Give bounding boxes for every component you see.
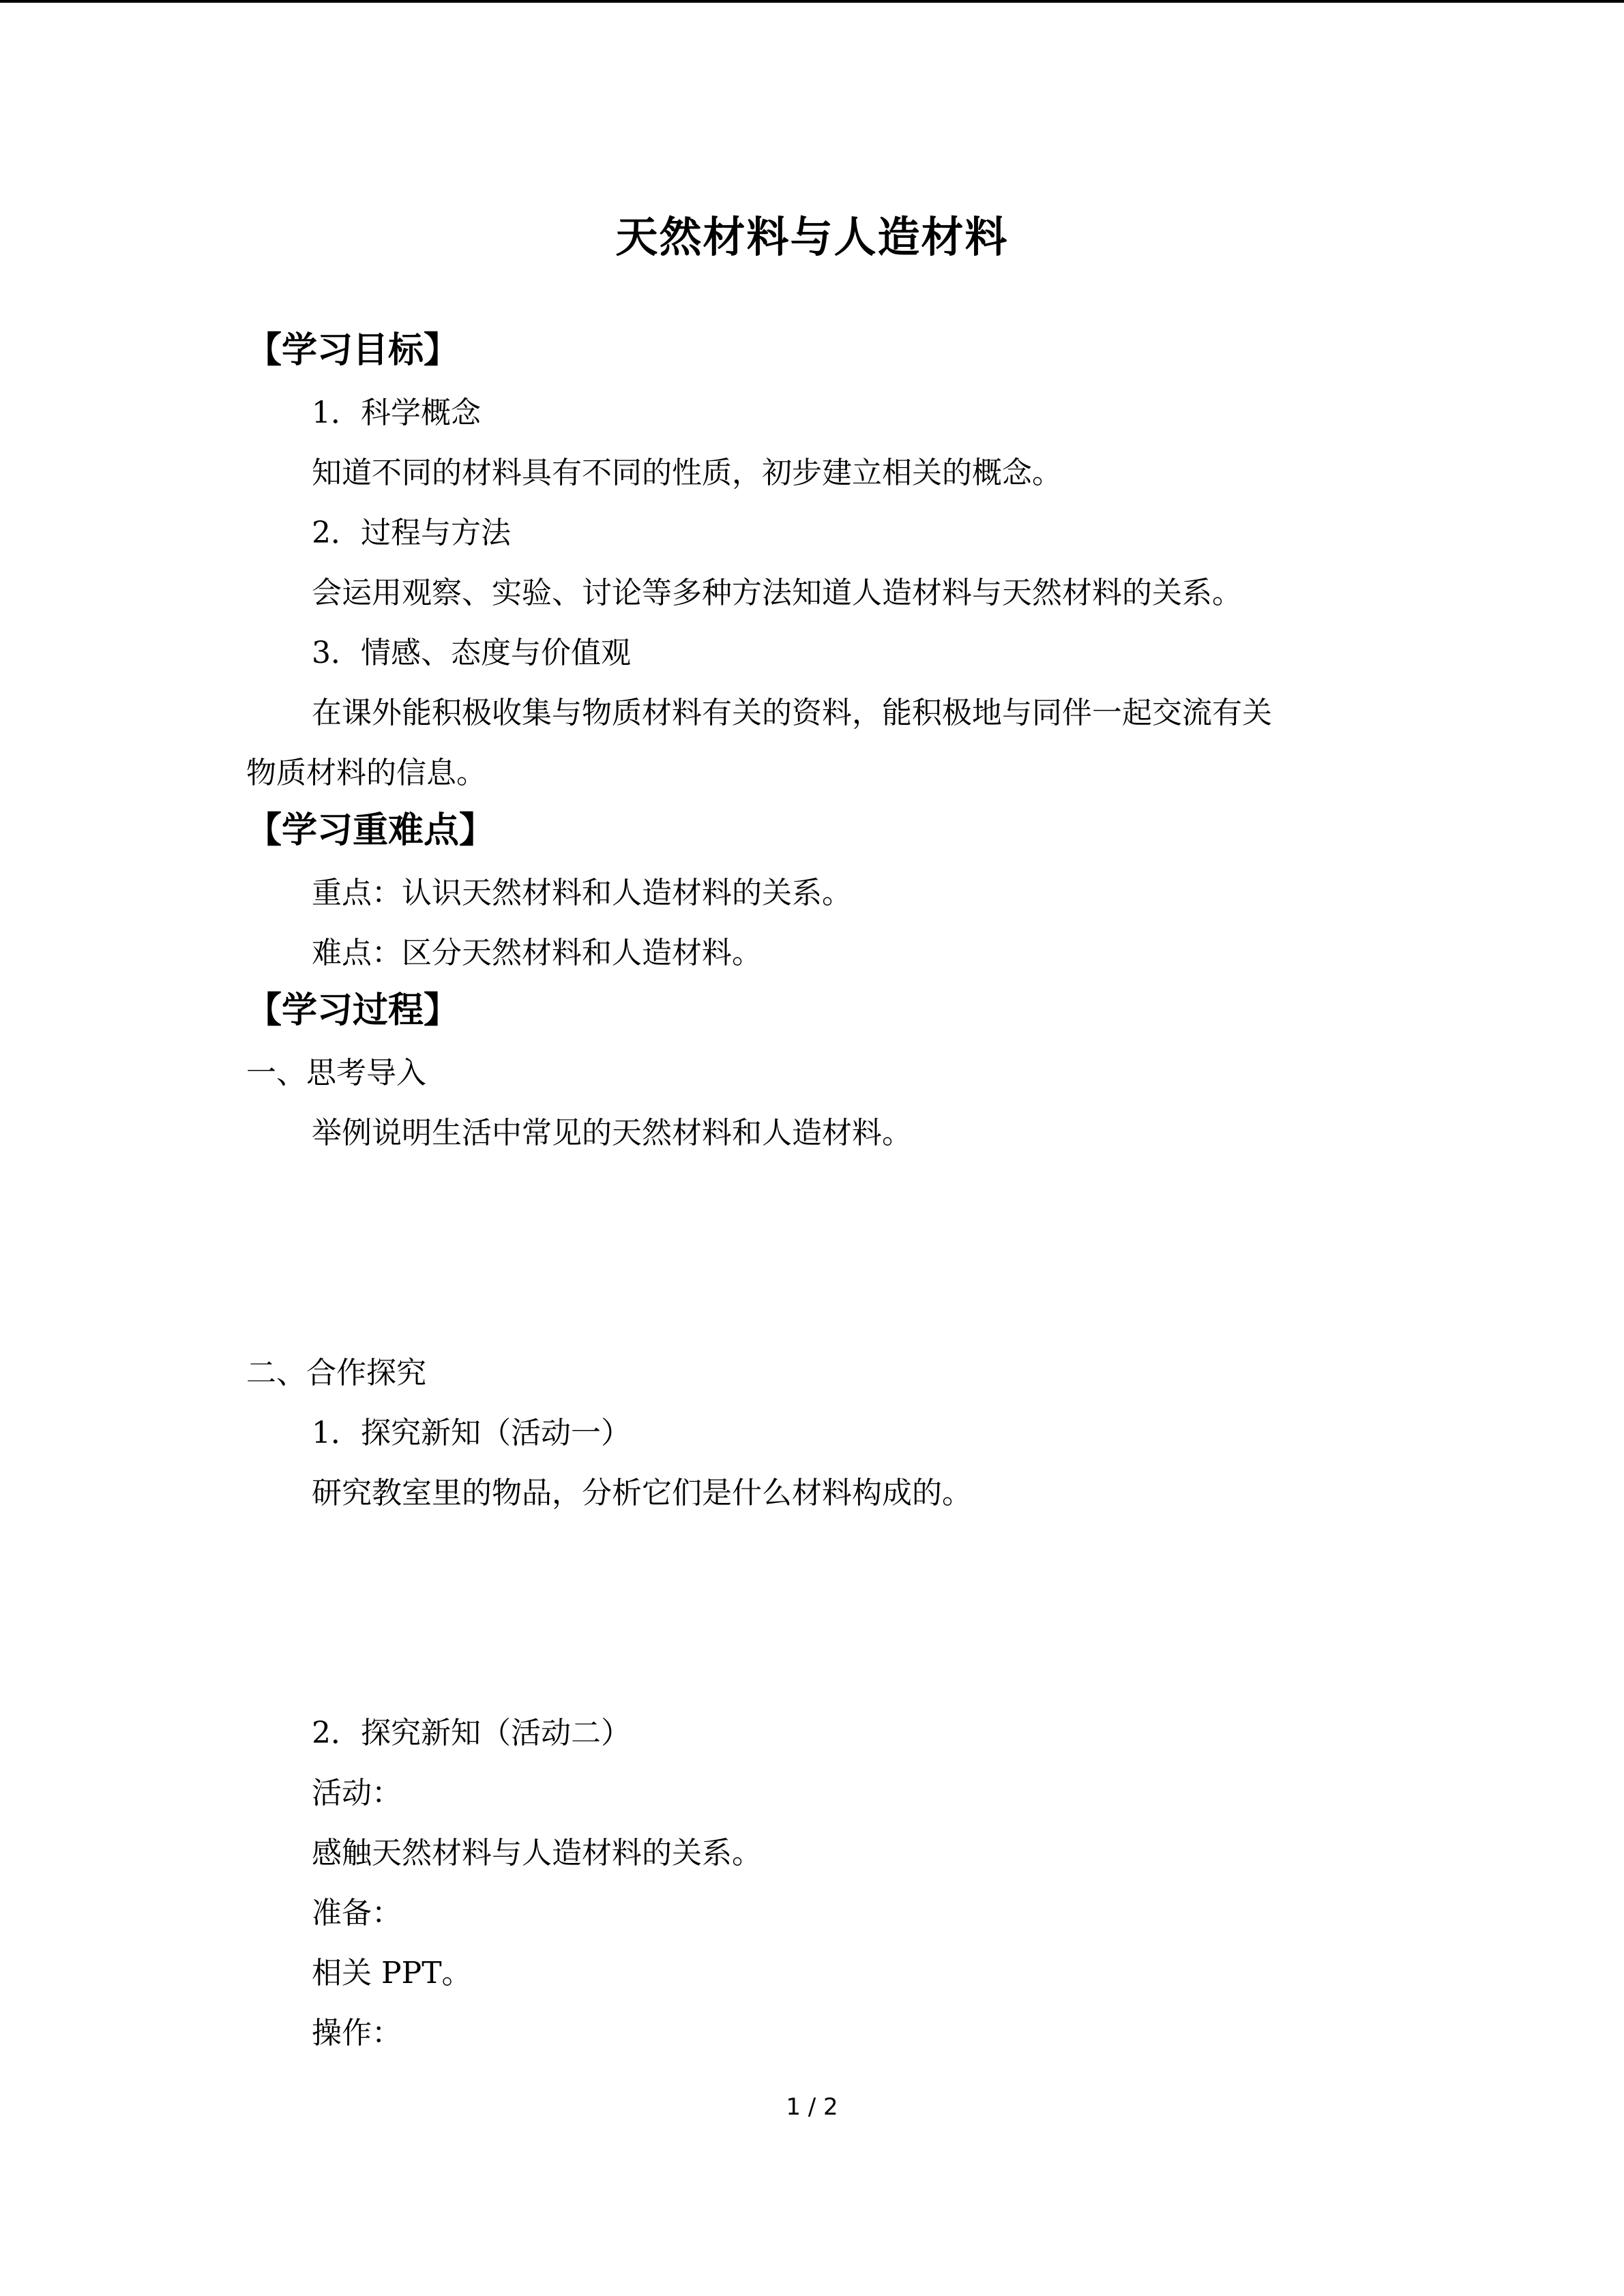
key-point-focus: 重点：认识天然材料和人造材料的关系。 xyxy=(312,876,852,910)
objective-1-title: 1．科学概念 xyxy=(312,396,481,430)
top-border-rule xyxy=(0,0,1624,3)
part-1-text: 举例说明生活中常见的天然材料和人造材料。 xyxy=(312,1116,912,1150)
key-points-heading: 【学习重难点】 xyxy=(246,810,495,851)
objective-3-text-line2: 物质材料的信息。 xyxy=(246,756,486,790)
part-2-title: 二、合作探究 xyxy=(246,1356,426,1390)
operation-label: 操作： xyxy=(312,2016,402,2051)
page-number: 1 / 2 xyxy=(786,2093,838,2121)
key-point-difficulty: 难点：区分天然材料和人造材料。 xyxy=(312,936,762,970)
activity-2-title: 2．探究新知（活动二） xyxy=(312,1716,631,1750)
preparation-text: 相关 PPT。 xyxy=(312,1956,472,1991)
objective-3-text-line1: 在课外能积极收集与物质材料有关的资料，能积极地与同伴一起交流有关 xyxy=(312,696,1272,730)
process-heading: 【学习过程】 xyxy=(246,990,460,1031)
preparation-label: 准备： xyxy=(312,1896,402,1930)
part-1-title: 一、思考导入 xyxy=(246,1056,426,1090)
objectives-heading: 【学习目标】 xyxy=(246,330,460,371)
activity-1-text: 研究教室里的物品，分析它们是什么材料构成的。 xyxy=(312,1476,972,1510)
objective-2-title: 2．过程与方法 xyxy=(312,516,511,550)
objective-3-title: 3．情感、态度与价值观 xyxy=(312,636,631,670)
activity-text: 感触天然材料与人造材料的关系。 xyxy=(312,1836,762,1870)
activity-label: 活动： xyxy=(312,1776,402,1810)
activity-1-title: 1．探究新知（活动一） xyxy=(312,1416,631,1450)
document-title: 天然材料与人造材料 xyxy=(615,212,1009,262)
objective-1-text: 知道不同的材料具有不同的性质，初步建立相关的概念。 xyxy=(312,456,1062,490)
objective-2-text: 会运用观察、实验、讨论等多种方法知道人造材料与天然材料的关系。 xyxy=(312,576,1242,610)
